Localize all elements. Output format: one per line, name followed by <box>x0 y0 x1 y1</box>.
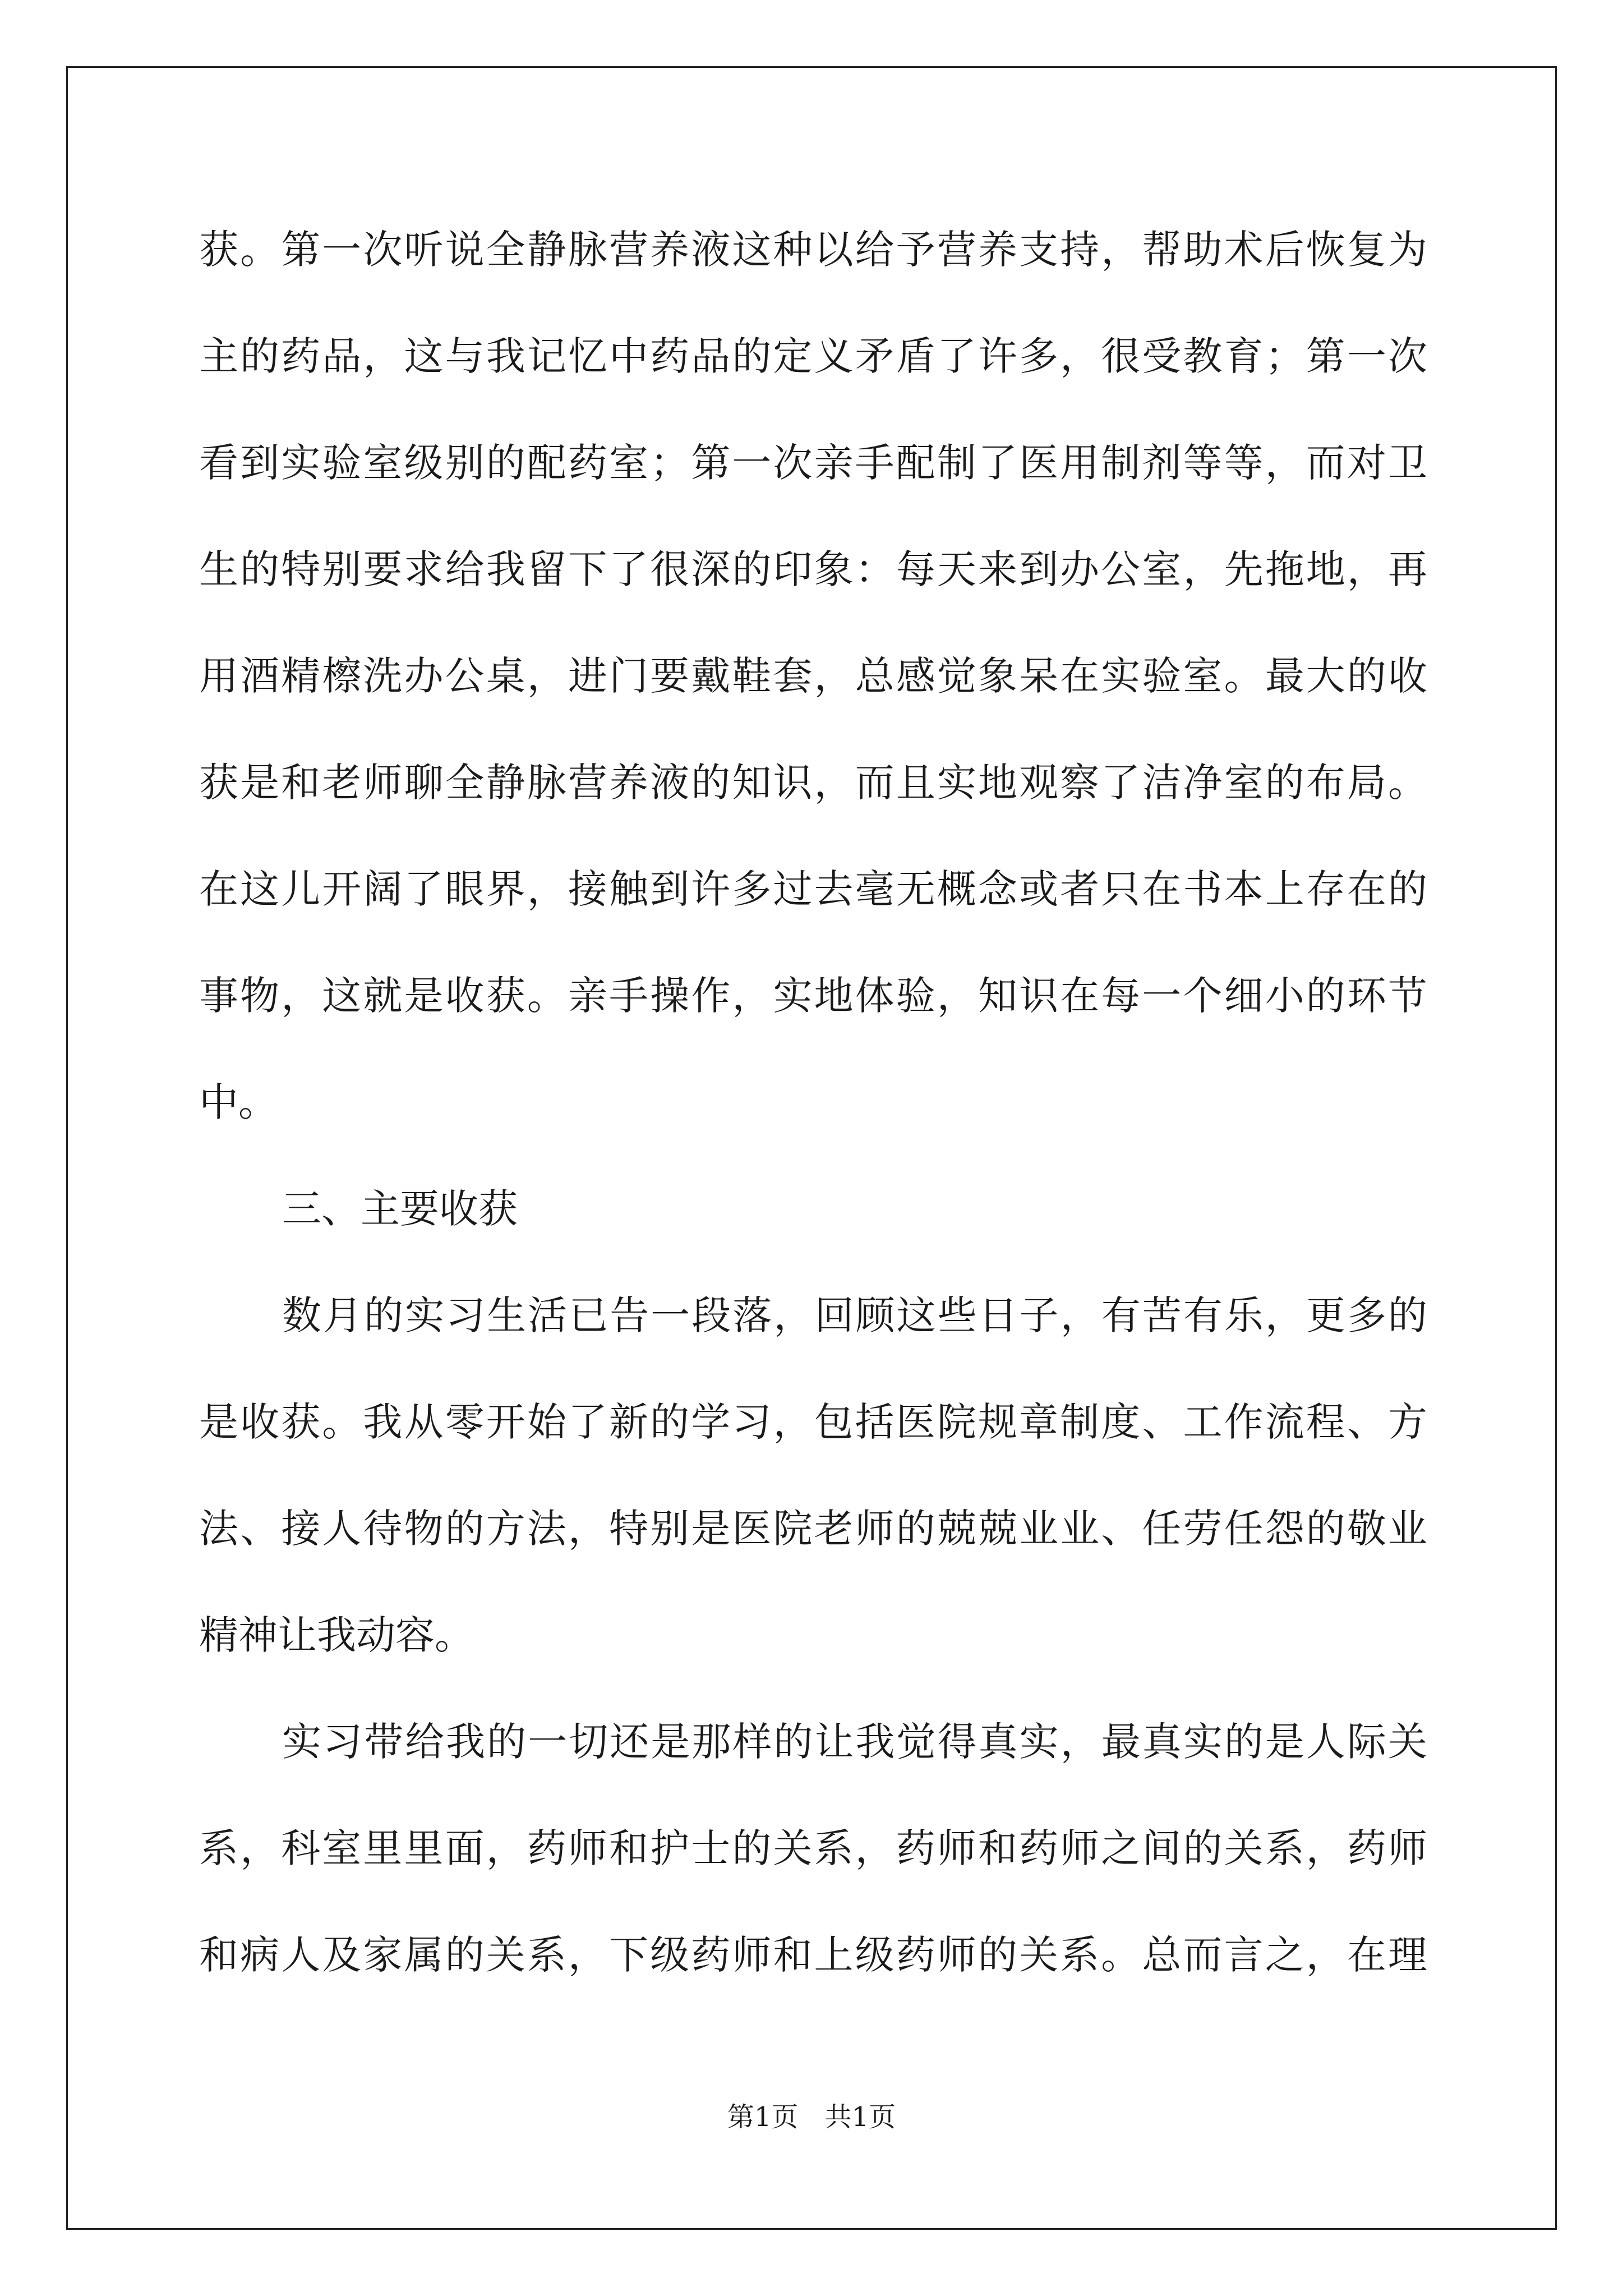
text-line: 事物，这就是收获。亲手操作，实地体验，知识在每一个细小的环节 <box>199 973 1427 1019</box>
text-line: 看到实验室级别的配药室；第一次亲手配制了医用制剂等等，而对卫 <box>199 440 1427 486</box>
text-line: 用酒精檫洗办公桌，进门要戴鞋套，总感觉象呆在实验室。最大的收 <box>199 653 1427 699</box>
text-line: 获是和老师聊全静脉营养液的知识，而且实地观察了洁净室的布局。 <box>199 760 1427 806</box>
page-total: 共1页 <box>824 2101 896 2133</box>
text-line: 获。第一次听说全静脉营养液这种以给予营养支持，帮助术后恢复为 <box>199 227 1427 273</box>
text-line: 精神让我动容。 <box>199 1612 474 1658</box>
text-line: 生的特别要求给我留下了很深的印象：每天来到办公室，先拖地，再 <box>199 546 1427 592</box>
text-line: 中。 <box>199 1079 278 1125</box>
text-line: 和病人及家属的关系，下级药师和上级药师的关系。总而言之，在理 <box>199 1932 1427 1978</box>
text-line: 是收获。我从零开始了新的学习，包括医院规章制度、工作流程、方 <box>199 1399 1427 1445</box>
document-body <box>199 213 1427 2025</box>
page-footer <box>0 2095 1623 2134</box>
text-line: 数月的实习生活已告一段落，回顾这些日子，有苦有乐，更多的 <box>282 1292 1427 1338</box>
text-line: 实习带给我的一切还是那样的让我觉得真实，最真实的是人际关 <box>282 1719 1427 1765</box>
text-line: 在这儿开阔了眼界，接触到许多过去毫无概念或者只在书本上存在的 <box>199 866 1427 912</box>
page-number: 第1页 <box>727 2101 799 2133</box>
text-line: 系，科室里里面，药师和护士的关系，药师和药师之间的关系，药师 <box>199 1825 1427 1871</box>
section-heading: 三、主要收获 <box>282 1186 518 1232</box>
text-line: 法、接人待物的方法，特别是医院老师的兢兢业业、任劳任怨的敬业 <box>199 1506 1427 1552</box>
text-line: 主的药品，这与我记忆中药品的定义矛盾了许多，很受教育；第一次 <box>199 333 1427 379</box>
